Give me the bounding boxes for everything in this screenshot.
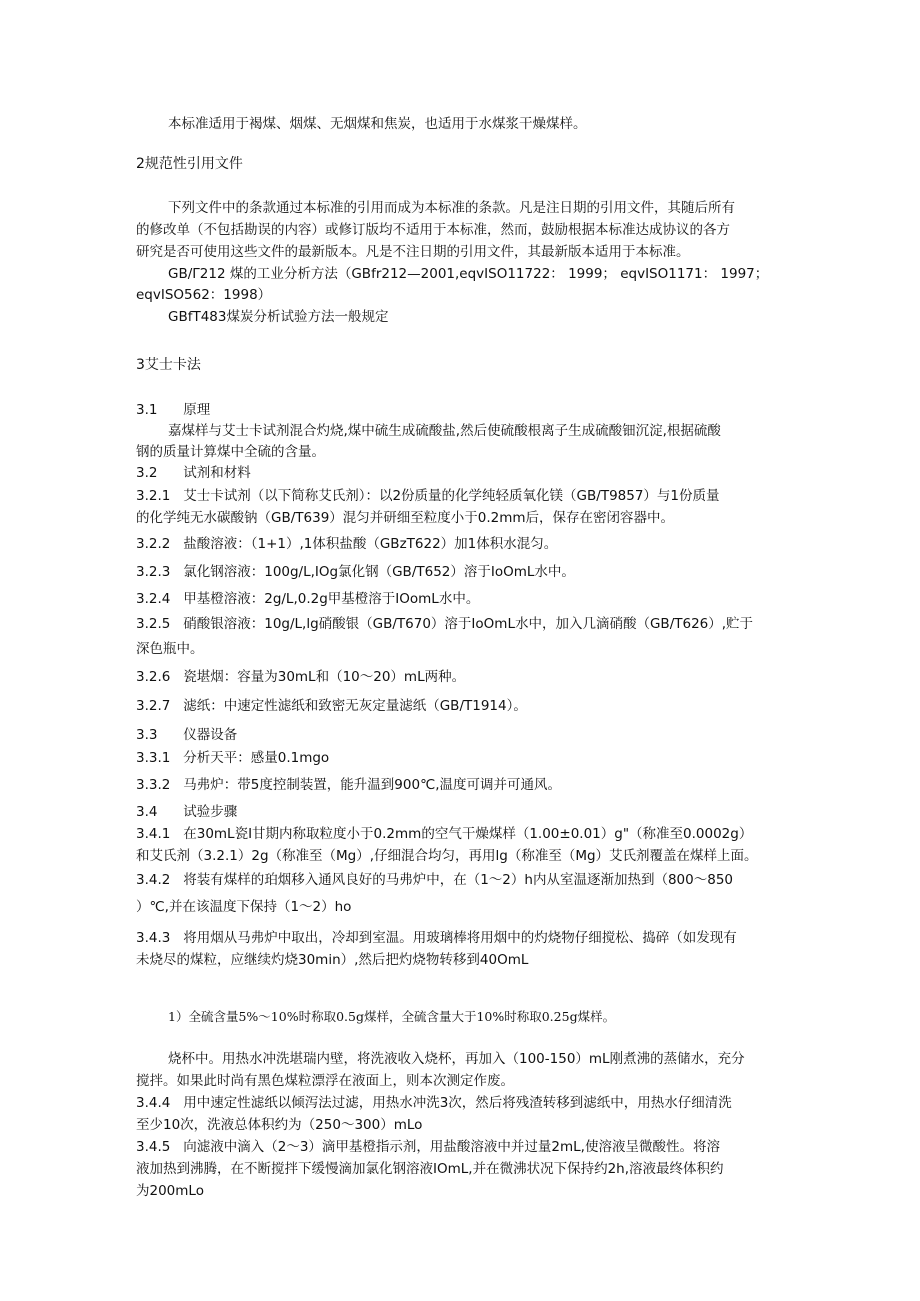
clause-3-4-3-line-1: 3.4.3 将用烟从马弗炉中取出，冷却到室温。用玻璃棒将用烟中的灼烧物仔细搅松、捣碎（如发现有 [136,930,737,946]
clause-3-4-3-line-3: 烧杯中。用热水冲洗堪瑞内壁，将洗液收入烧杯，再加入（100-150）mL刚煮沸的蒸储水，充分 [168,1051,745,1067]
clause-3-4-4-line-1: 3.4.4 用中速定性滤纸以倾泻法过滤，用热水冲洗3次，然后将残渣转移到滤纸中，用热水仔细清洗 [136,1095,732,1111]
clause-3-3-1: 3.3.1 分析天平：感量0.1mgo [136,750,330,766]
clause-3-2-5-line-2: 深色瓶中。 [136,641,204,657]
clause-3-4-2-line-2: ）℃,并在该温度下保持（1～2）ho [136,899,352,915]
clause-3-3-2: 3.3.2 马弗炉：带5度控制装置，能升温到900℃,温度可调并可通风。 [136,777,562,793]
clause-3-1-title: 3.1 原理 [136,402,211,418]
clause-3-3-title: 3.3 仪器设备 [136,727,238,743]
section-3-heading: 3艾士卡法 [136,357,201,373]
section-2-line-2: 的修改单（不包括勘误的内容）或修订版均不适用于本标准，然而，鼓励根据本标准达成协议的各方 [136,222,730,238]
clause-3-4-1-line-2: 和艾氏剂（3.2.1）2g（称准至（Mg）,仔细混合均匀，再用lg（称准至（Mg）艾氏剂覆盖在煤样上面。 [136,848,758,864]
clause-3-4-3-line-2: 未烧尽的煤粒，应继续灼烧30min）,然后把灼烧物转移到40OmL [136,952,529,968]
clause-3-2-7: 3.2.7 滤纸：中速定性滤纸和致密无灰定量滤纸（GB/T1914）。 [136,698,527,714]
section-2-line-3: 研究是否可使用这些文件的最新版本。凡是不注日期的引用文件，其最新版本适用于本标准。 [136,244,690,260]
clause-3-2-4: 3.2.4 甲基橙溶液：2g∕L,0.2g甲基橙溶于IOomL水中。 [136,591,480,607]
section-2-line-1: 下列文件中的条款通过本标准的引用而成为本标准的条款。凡是注日期的引用文件，其随后所有 [168,200,735,216]
reference-gbt212-line-1: GB/Γ212 煤的工业分析方法（GBfr212—2001,eqvISO11722： 1999； eqvISO1171： 1997； [168,266,769,282]
clause-3-2-2: 3.2.2 盐酸溶液：（1+1）,1体积盐酸（GBzT622）加1体积水混匀。 [136,536,558,552]
clause-3-4-5-line-3: 为200mLo [136,1183,204,1199]
clause-3-2-6: 3.2.6 瓷堪烟：容量为30mL和（10～20）mL两种。 [136,669,466,685]
reference-gbt483: GBfT483煤炭分析试验方法一般规定 [168,309,389,325]
clause-3-2-title: 3.2 试剂和材料 [136,465,251,481]
clause-3-4-3-line-4: 搅拌。如果此时尚有黑色煤粒漂浮在液面上，则本次测定作废。 [136,1073,514,1089]
scope-text: 本标准适用于褐煤、烟煤、无烟煤和焦炭，也适用于水煤浆干燥煤样。 [168,116,587,132]
clause-3-1-line-2: 钢的质量计算煤中全硫的含量。 [136,444,325,460]
clause-3-4-1-line-1: 3.4.1 在30mL瓷I甘期内称取粒度小于0.2mm的空气干燥煤样（1.00±0.01）g"（称准至0.0002g） [136,826,753,842]
reference-gbt212-line-2: eqvISO562：1998） [136,287,272,303]
clause-3-4-4-line-2: 至少10次，洗液总体积约为（250～300）mLo [136,1117,423,1133]
clause-3-4-5-line-1: 3.4.5 向滤液中滴入（2～3）滴甲基橙指示剂，用盐酸溶液中并过量2mL,使溶液呈微酸性。将溶 [136,1139,720,1155]
section-2-heading: 2规范性引用文件 [136,156,243,172]
footnote: 1）全硫含量5%～10%时称取0.5g煤样，全硫含量大于10%时称取0.25g煤样。 [168,1009,616,1024]
clause-3-4-2-line-1: 3.4.2 将装有煤样的珀烟移入通风良好的马弗炉中，在（1～2）h内从室温逐渐加热到（800～850 [136,872,733,888]
clause-3-4-5-line-2: 液加热到沸腾，在不断搅拌下缓慢滴加氯化钢溶液IOmL,并在微沸状况下保持约2h,溶液最终体积约 [136,1161,724,1177]
clause-3-2-1-line-1: 3.2.1 艾士卡试剂（以下简称艾氏剂）：以2份质量的化学纯轻质氧化镁（GB/T9857）与1份质量 [136,488,720,504]
clause-3-4-title: 3.4 试验步骤 [136,804,238,820]
clause-3-2-5-line-1: 3.2.5 硝酸银溶液：10g∕L,lg硝酸银（GB/T670）溶于IoOmL水中，加入几滴硝酸（GB/T626）,贮于 [136,616,754,632]
clause-3-1-line-1: 嘉煤样与艾士卡试剂混合灼烧,煤中硫生成硫酸盐,然后使硫酸根离子生成硫酸钿沉淀,根据硫酸 [168,423,721,439]
clause-3-2-1-line-2: 的化学纯无水碳酸钠（GB/T639）混匀并研细至粒度小于0.2mm后，保存在密闭容器中。 [136,510,675,526]
clause-3-2-3: 3.2.3 氯化钢溶液：100g∕L,IOg氯化钢（GB/T652）溶于IoOmL水中。 [136,564,575,580]
